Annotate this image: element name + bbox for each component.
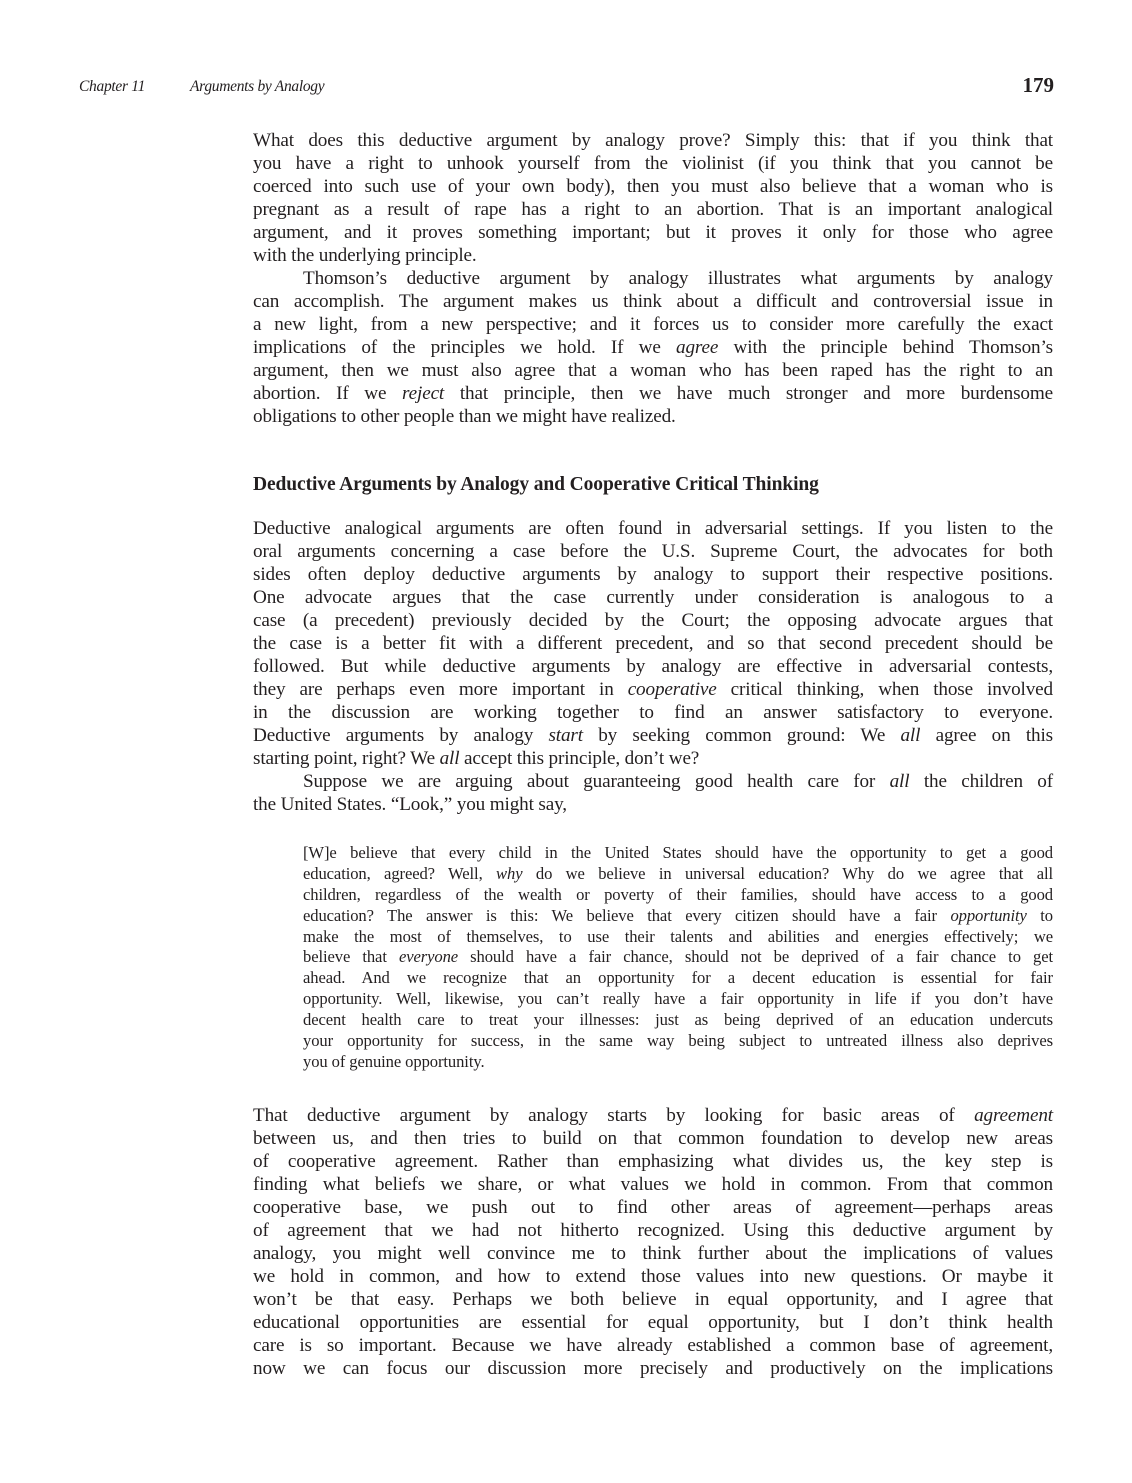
italic-emphasis: why (496, 863, 523, 883)
text-run: your opportunity for success, in the same way being subject to untreated illness also deprives (303, 1031, 1053, 1051)
italic-emphasis: cooperative (627, 679, 717, 700)
text-run: a new light, from a new perspective; and it forces us to consider more carefully the exact (253, 314, 1053, 335)
text-run: obligations to other people than we might have realized. (253, 406, 676, 427)
italic-emphasis: start (548, 725, 583, 746)
text-run: Deductive analogical arguments are often found in adversarial settings. If you listen to the (253, 518, 1053, 539)
text-line (303, 989, 1053, 1010)
text-run: opportunity. Well, likewise, you can’t really have a fair opportunity in life if you don’t have (303, 989, 1053, 1009)
text-run: of cooperative agreement. Rather than emphasizing what divides us, the key step is (253, 1151, 1053, 1172)
text-run: can accomplish. The argument makes us think about a difficult and controversial issue in (253, 291, 1053, 312)
text-run: What does this deductive argument by analogy prove? Simply this: that if you think that (253, 130, 1053, 151)
text-run: care is so important. Because we have already established a common base of agreement, (253, 1335, 1053, 1356)
text-line (253, 382, 1053, 405)
block-quote (303, 843, 1053, 1073)
text-run: case (a precedent) previously decided by the Court; the opposing advocate argues that (253, 610, 1053, 631)
text-line (303, 906, 1053, 927)
text-run: between us, and then tries to build on that common foundation to develop new areas (253, 1128, 1053, 1149)
text-line (253, 517, 1053, 540)
text-run: now we can focus our discussion more precisely and productively on the implications (253, 1358, 1053, 1379)
text-line (253, 1127, 1053, 1150)
text-line (253, 290, 1053, 313)
text-line (253, 701, 1053, 724)
text-line (253, 563, 1053, 586)
text-run: you of genuine opportunity. (303, 1051, 485, 1071)
text-run: decent health care to treat your illnesses: just as being deprived of an education undercuts (303, 1010, 1053, 1030)
text-run: That deductive argument by analogy starts by looking for basic areas of (253, 1105, 975, 1126)
text-run: to (1026, 905, 1053, 925)
text-run: cooperative base, we push out to find other areas of agreement—perhaps areas (253, 1197, 1053, 1218)
paragraph-3 (253, 517, 1053, 770)
italic-emphasis: all (889, 771, 910, 792)
text-line (253, 1242, 1053, 1265)
text-run: educational opportunities are essential for equal opportunity, but I don’t think health (253, 1312, 1053, 1333)
running-head (79, 73, 1054, 102)
text-line (253, 267, 1053, 290)
text-run: they are perhaps even more important in (253, 679, 628, 700)
text-line (253, 540, 1053, 563)
italic-emphasis: agree (676, 337, 719, 358)
text-line (303, 1010, 1053, 1031)
text-line (253, 609, 1053, 632)
text-run: argument, and it proves something important; but it proves it only for those who agree (253, 222, 1053, 243)
chapter-label: Chapter 11 (79, 78, 146, 95)
section-heading: Deductive Arguments by Analogy and Cooperative Critical Thinking (253, 474, 819, 495)
paragraph-2 (253, 267, 1053, 428)
text-line (253, 655, 1053, 678)
paragraph-4 (253, 770, 1053, 816)
text-line (303, 927, 1053, 948)
text-line (253, 1334, 1053, 1357)
text-line (253, 770, 1053, 793)
text-line (253, 359, 1053, 382)
text-line (253, 244, 1053, 267)
italic-emphasis: reject (402, 383, 445, 404)
text-run: education, agreed? Well, (303, 863, 497, 883)
text-line (253, 1196, 1053, 1219)
text-line (303, 1031, 1053, 1052)
text-line (303, 947, 1053, 968)
text-line (253, 724, 1053, 747)
text-run: education? The answer is this: We believe that every citizen should have a fair (303, 905, 951, 925)
text-line (253, 1104, 1053, 1127)
text-line (253, 1219, 1053, 1242)
text-line (303, 1052, 1053, 1073)
text-run: One advocate argues that the case currently under consideration is analogous to a (253, 587, 1053, 608)
paragraph-5 (253, 1104, 1053, 1380)
text-run: analogy, you might well convince me to think further about the implications of values (253, 1243, 1053, 1264)
chapter-title: Arguments by Analogy (190, 78, 325, 95)
text-line (303, 968, 1053, 989)
text-run: implications of the principles we hold. If we (253, 337, 677, 358)
text-line (253, 586, 1053, 609)
text-run: agree on this (920, 725, 1053, 746)
text-line (303, 885, 1053, 906)
text-run: pregnant as a result of rape has a right to an abortion. That is an important analogical (253, 199, 1053, 220)
text-run: should have a fair chance, should not be deprived of a fair chance to get (458, 947, 1053, 967)
text-line (253, 152, 1053, 175)
text-run: sides often deploy deductive arguments by analogy to support their respective positions. (253, 564, 1053, 585)
text-run: Suppose we are arguing about guaranteeing good health care for (303, 771, 890, 792)
text-run: won’t be that easy. Perhaps we both believe in equal opportunity, and I agree that (253, 1289, 1053, 1310)
text-line (253, 405, 1053, 428)
text-line (253, 1357, 1053, 1380)
text-line (253, 1173, 1053, 1196)
italic-emphasis: opportunity (950, 905, 1027, 925)
text-run: the children of (909, 771, 1053, 792)
page-number: 179 (1022, 73, 1054, 97)
text-line (253, 1150, 1053, 1173)
text-run: oral arguments concerning a case before the U.S. Supreme Court, the advocates for both (253, 541, 1053, 562)
text-line (253, 129, 1053, 152)
text-run: the United States. “Look,” you might say, (253, 794, 567, 815)
text-line (253, 678, 1053, 701)
text-run: make the most of themselves, to use their talents and abilities and energies effectively; we (303, 926, 1053, 946)
italic-emphasis: all (900, 725, 921, 746)
text-run: the case is a better fit with a different precedent, and so that second precedent should be (253, 633, 1053, 654)
text-run: that principle, then we have much stronger and more burdensome (444, 383, 1053, 404)
italic-emphasis: all (439, 748, 460, 769)
text-run: Thomson’s deductive argument by analogy illustrates what arguments by analogy (303, 268, 1053, 289)
text-line (253, 1311, 1053, 1334)
italic-emphasis: everyone (398, 947, 459, 967)
text-line (253, 198, 1053, 221)
text-run: in the discussion are working together to find an answer satisfactory to everyone. (253, 702, 1053, 723)
text-line (253, 793, 1053, 816)
text-run: by seeking common ground: We (582, 725, 901, 746)
text-line (253, 1265, 1053, 1288)
text-run: with the principle behind Thomson’s (718, 337, 1053, 358)
text-run: you have a right to unhook yourself from the violinist (if you think that you cannot be (253, 153, 1053, 174)
text-run: children, regardless of the wealth or poverty of their families, should have access to a good (303, 884, 1053, 904)
paragraph-1 (253, 129, 1053, 267)
text-run: argument, then we must also agree that a woman who has been raped has the right to an (253, 360, 1053, 381)
text-run: followed. But while deductive arguments by analogy are effective in adversarial contests, (253, 656, 1053, 677)
text-run: accept this principle, don’t we? (459, 748, 700, 769)
text-run: critical thinking, when those involved (716, 679, 1053, 700)
text-line (253, 747, 1053, 770)
text-run: believe that (303, 947, 399, 967)
text-run: do we believe in universal education? Why do we agree that all (522, 863, 1053, 883)
text-run: starting point, right? We (253, 748, 440, 769)
text-line (303, 864, 1053, 885)
text-line (253, 175, 1053, 198)
text-run: Deductive arguments by analogy (253, 725, 549, 746)
text-line (253, 221, 1053, 244)
text-run: we hold in common, and how to extend those values into new questions. Or maybe it (253, 1266, 1053, 1287)
text-line (253, 313, 1053, 336)
text-run: with the underlying principle. (253, 245, 477, 266)
text-run: abortion. If we (253, 383, 403, 404)
text-run: finding what beliefs we share, or what values we hold in common. From that common (253, 1174, 1053, 1195)
text-line (303, 843, 1053, 864)
text-run: of agreement that we had not hitherto recognized. Using this deductive argument by (253, 1220, 1053, 1241)
text-run: ahead. And we recognize that an opportunity for a decent education is essential for fair (303, 968, 1053, 988)
text-line (253, 1288, 1053, 1311)
text-run: coerced into such use of your own body), then you must also believe that a woman who is (253, 176, 1053, 197)
text-run: [W]e believe that every child in the United States should have the opportunity to get a good (303, 843, 1053, 862)
text-line (253, 336, 1053, 359)
text-line (253, 632, 1053, 655)
italic-emphasis: agreement (974, 1105, 1053, 1126)
